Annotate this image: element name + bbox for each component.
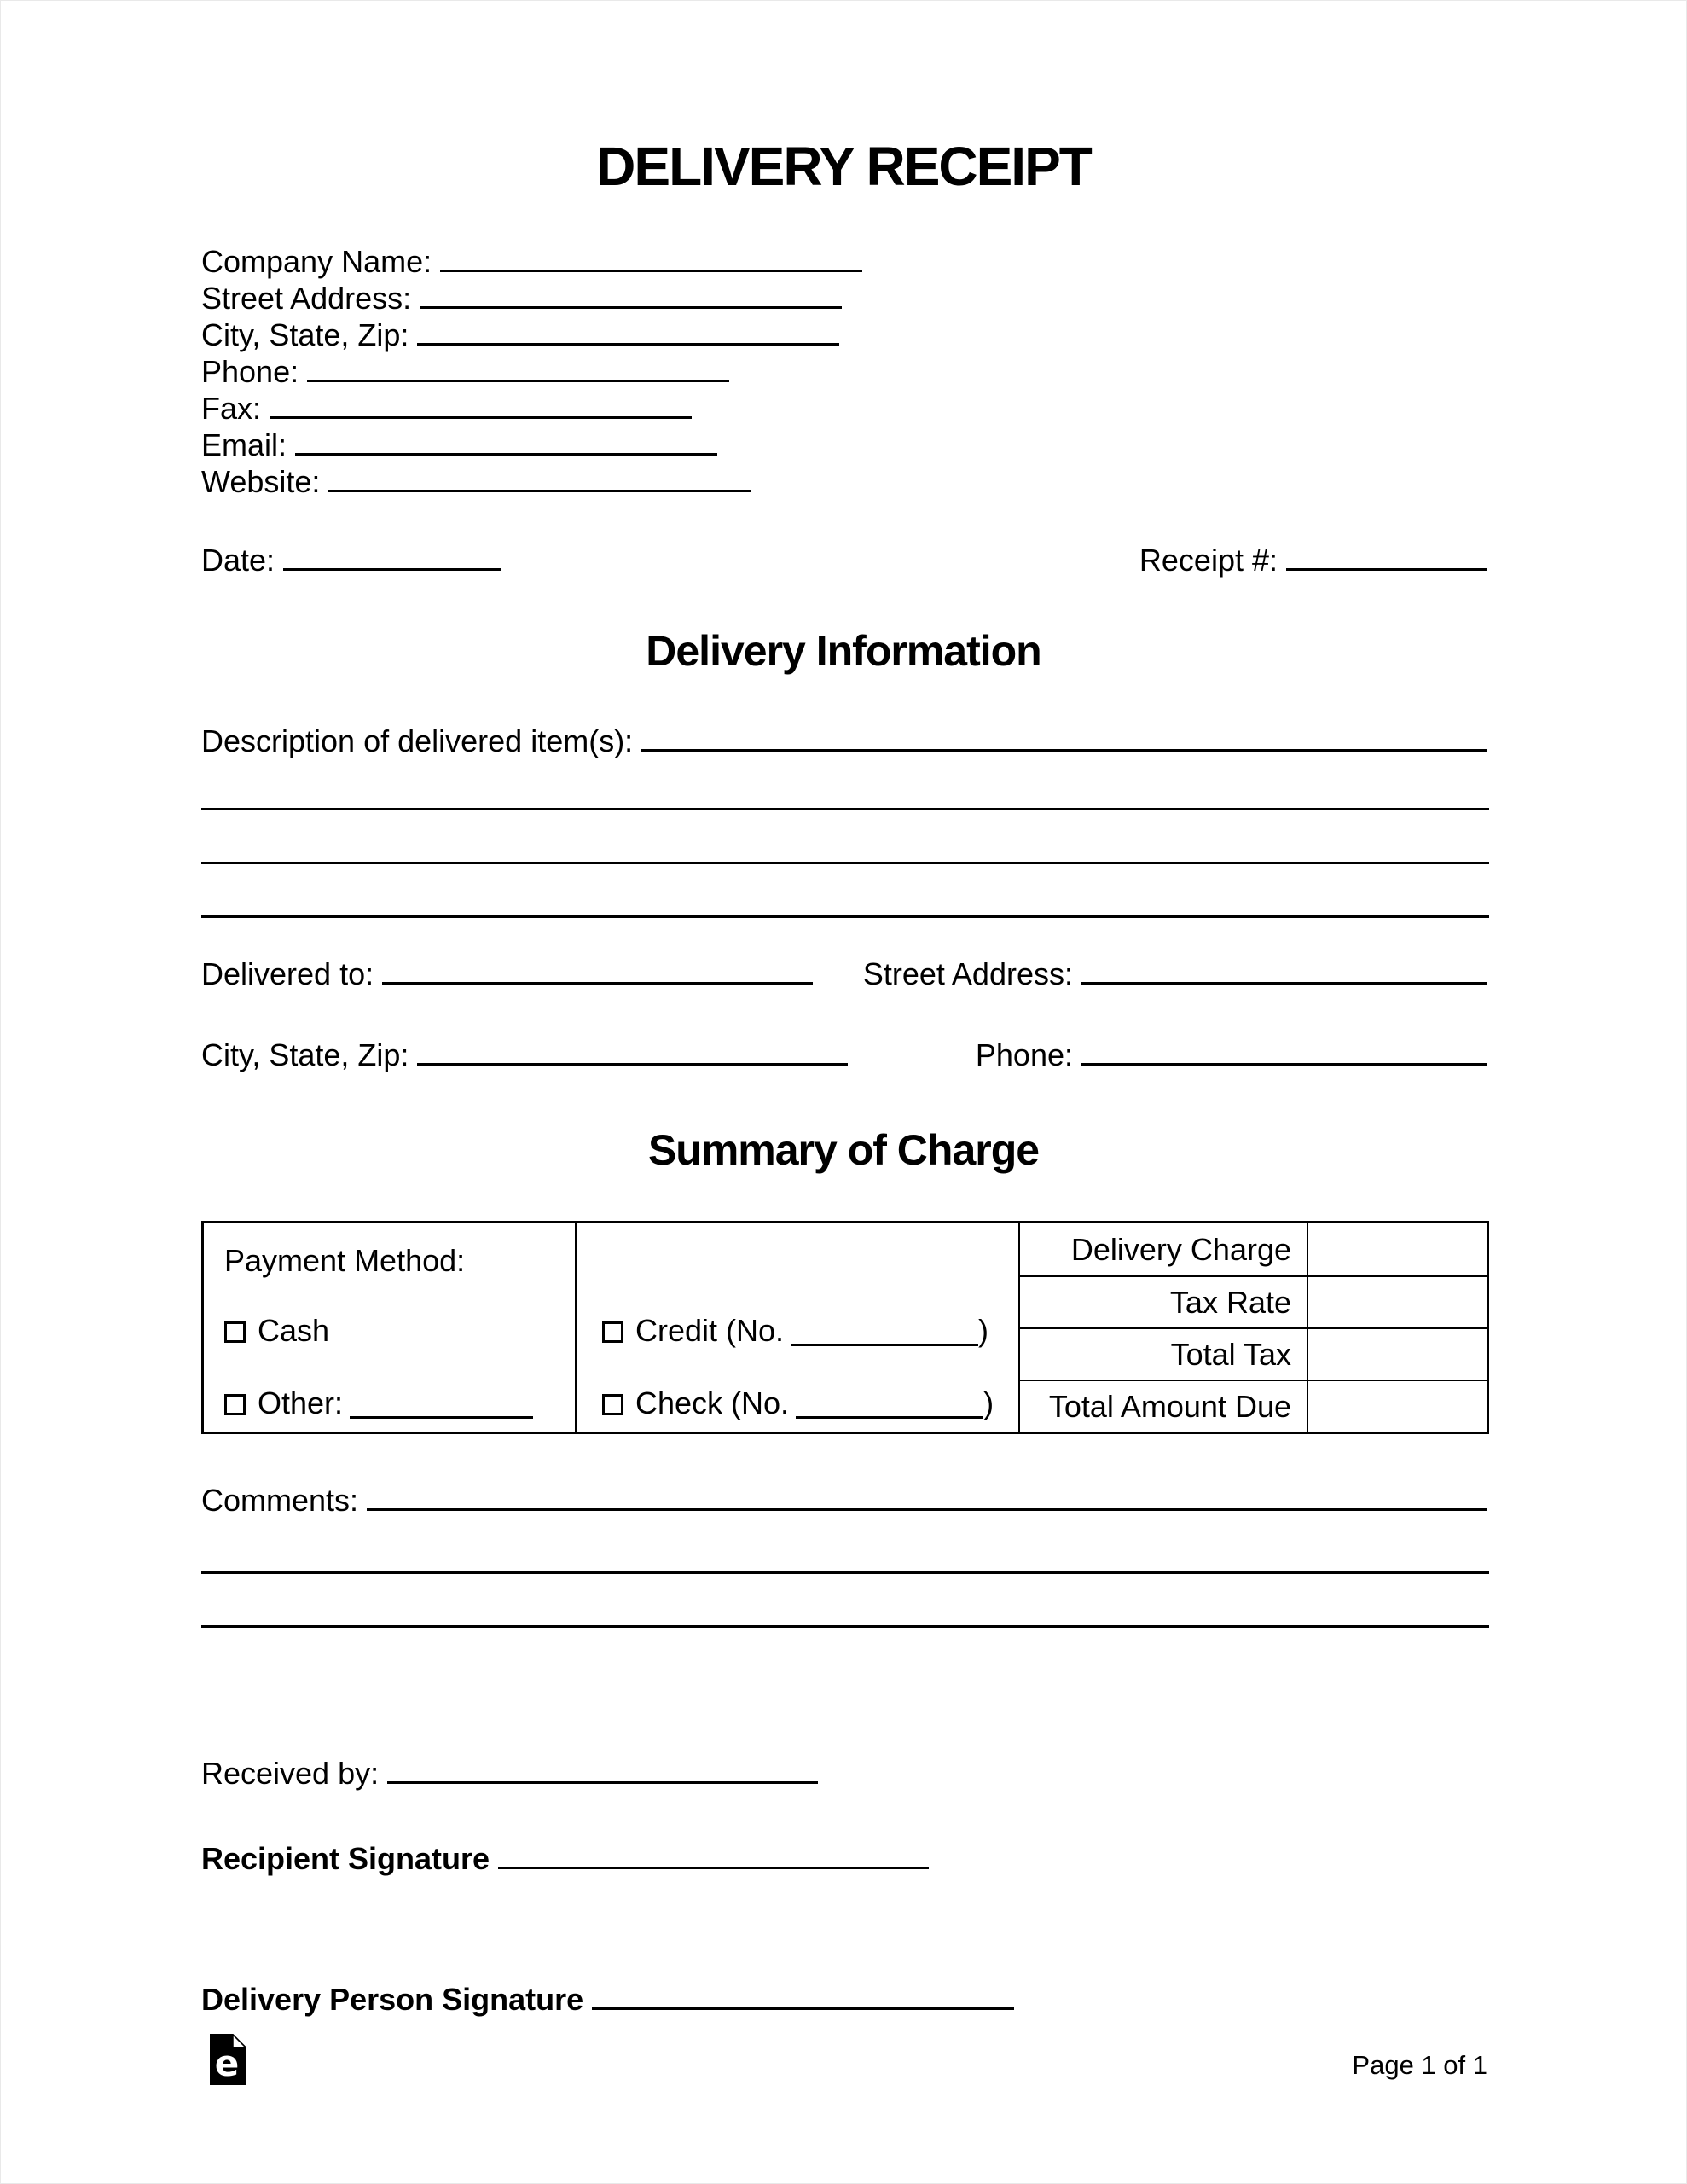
tax-rate-label: Tax Rate	[1020, 1275, 1308, 1327]
summary-of-charge-heading: Summary of Charge	[647, 1126, 1040, 1174]
delivered-to-row	[201, 956, 1487, 992]
phone-field	[201, 353, 1487, 390]
delivery-charge-value[interactable]	[1308, 1223, 1489, 1275]
summary-of-charge-table	[201, 1221, 1489, 1434]
city-state-zip-label: City, State, Zip:	[201, 317, 409, 352]
payment-method-cell	[204, 1223, 577, 1432]
eforms-logo-icon	[210, 2034, 246, 2085]
payment-method-label: Payment Method:	[224, 1243, 466, 1278]
credit-checkbox-icon[interactable]	[602, 1321, 623, 1343]
delivery-city-phone-row	[201, 1037, 1487, 1073]
phone-label: Phone:	[201, 354, 299, 389]
delivery-street-address-line[interactable]	[1081, 982, 1487, 985]
credit-option	[602, 1312, 1018, 1349]
total-tax-label: Total Tax	[1020, 1327, 1308, 1380]
street-address-label: Street Address:	[201, 281, 412, 316]
company-name-label: Company Name:	[201, 244, 432, 279]
page-number: Page 1 of 1	[1352, 2050, 1487, 2080]
recipient-signature-label: Recipient Signature	[201, 1841, 490, 1876]
company-info-section	[201, 243, 1487, 500]
delivery-street-address-label: Street Address:	[862, 956, 1073, 991]
check-suffix: )	[983, 1385, 994, 1420]
other-option	[224, 1385, 575, 1421]
delivery-phone-label: Phone:	[975, 1037, 1073, 1072]
cash-checkbox-icon[interactable]	[224, 1321, 246, 1343]
description-line-3[interactable]	[201, 862, 1489, 864]
company-name-line[interactable]	[440, 270, 862, 272]
street-address-field	[201, 280, 1487, 317]
delivered-to-label: Delivered to:	[201, 956, 374, 991]
date-receipt-row	[201, 542, 1487, 578]
delivery-person-signature-row	[201, 1981, 1487, 2018]
delivery-phone-line[interactable]	[1081, 1063, 1487, 1066]
check-label: Check (No.	[635, 1385, 790, 1420]
fax-field	[201, 390, 1487, 427]
comments-line-2[interactable]	[201, 1571, 1489, 1574]
delivery-person-signature-line[interactable]	[592, 2007, 1014, 2010]
delivery-city-state-zip-label: City, State, Zip:	[201, 1037, 409, 1072]
website-field	[201, 463, 1487, 500]
email-line[interactable]	[295, 453, 717, 456]
recipient-signature-row	[201, 1840, 1487, 1877]
received-by-label: Received by:	[201, 1756, 380, 1791]
description-line-2[interactable]	[201, 808, 1489, 810]
fax-label: Fax:	[201, 391, 262, 426]
comments-label: Comments:	[201, 1483, 359, 1518]
total-amount-due-value[interactable]	[1308, 1380, 1489, 1432]
website-label: Website:	[201, 464, 321, 499]
description-line-4[interactable]	[201, 915, 1489, 918]
check-option	[602, 1385, 1018, 1421]
fax-line[interactable]	[270, 416, 692, 419]
website-line[interactable]	[328, 490, 751, 492]
check-checkbox-icon[interactable]	[602, 1394, 623, 1415]
credit-number-line[interactable]	[791, 1344, 978, 1346]
phone-line[interactable]	[307, 380, 729, 382]
tax-rate-value[interactable]	[1308, 1275, 1489, 1327]
other-checkbox-icon[interactable]	[224, 1394, 246, 1415]
description-label: Description of delivered item(s):	[201, 723, 634, 758]
comments-row	[201, 1482, 1487, 1519]
delivery-charge-label: Delivery Charge	[1020, 1223, 1308, 1275]
delivery-information-heading: Delivery Information	[646, 627, 1041, 675]
city-state-zip-line[interactable]	[417, 343, 839, 346]
total-tax-value[interactable]	[1308, 1327, 1489, 1380]
delivered-to-line[interactable]	[382, 982, 813, 985]
cash-option	[224, 1312, 575, 1349]
date-label: Date:	[201, 543, 275, 578]
total-amount-due-label: Total Amount Due	[1020, 1380, 1308, 1432]
page-title: DELIVERY RECEIPT	[596, 136, 1091, 197]
received-by-row	[201, 1755, 1487, 1792]
company-name-field	[201, 243, 1487, 280]
other-label: Other:	[258, 1385, 344, 1420]
cash-label: Cash	[258, 1313, 330, 1348]
delivery-person-signature-label: Delivery Person Signature	[201, 1982, 584, 2017]
receipt-number-label: Receipt #:	[1139, 543, 1278, 578]
comments-line-3[interactable]	[201, 1625, 1489, 1628]
other-line[interactable]	[350, 1416, 533, 1419]
street-address-line[interactable]	[420, 306, 842, 309]
svg-text:e: e	[214, 2042, 240, 2084]
city-state-zip-field	[201, 317, 1487, 353]
received-by-line[interactable]	[387, 1781, 818, 1784]
description-row	[201, 723, 1487, 759]
email-label: Email:	[201, 427, 287, 462]
date-line[interactable]	[283, 568, 501, 571]
credit-suffix: )	[978, 1313, 989, 1348]
description-line-1[interactable]	[641, 749, 1487, 752]
recipient-signature-line[interactable]	[498, 1867, 929, 1869]
credit-check-cell	[577, 1223, 1020, 1432]
receipt-number-line[interactable]	[1286, 568, 1487, 571]
comments-line-1[interactable]	[367, 1508, 1487, 1511]
credit-label: Credit (No.	[635, 1313, 785, 1348]
check-number-line[interactable]	[796, 1416, 983, 1419]
email-field	[201, 427, 1487, 463]
delivery-city-state-zip-line[interactable]	[417, 1063, 848, 1066]
